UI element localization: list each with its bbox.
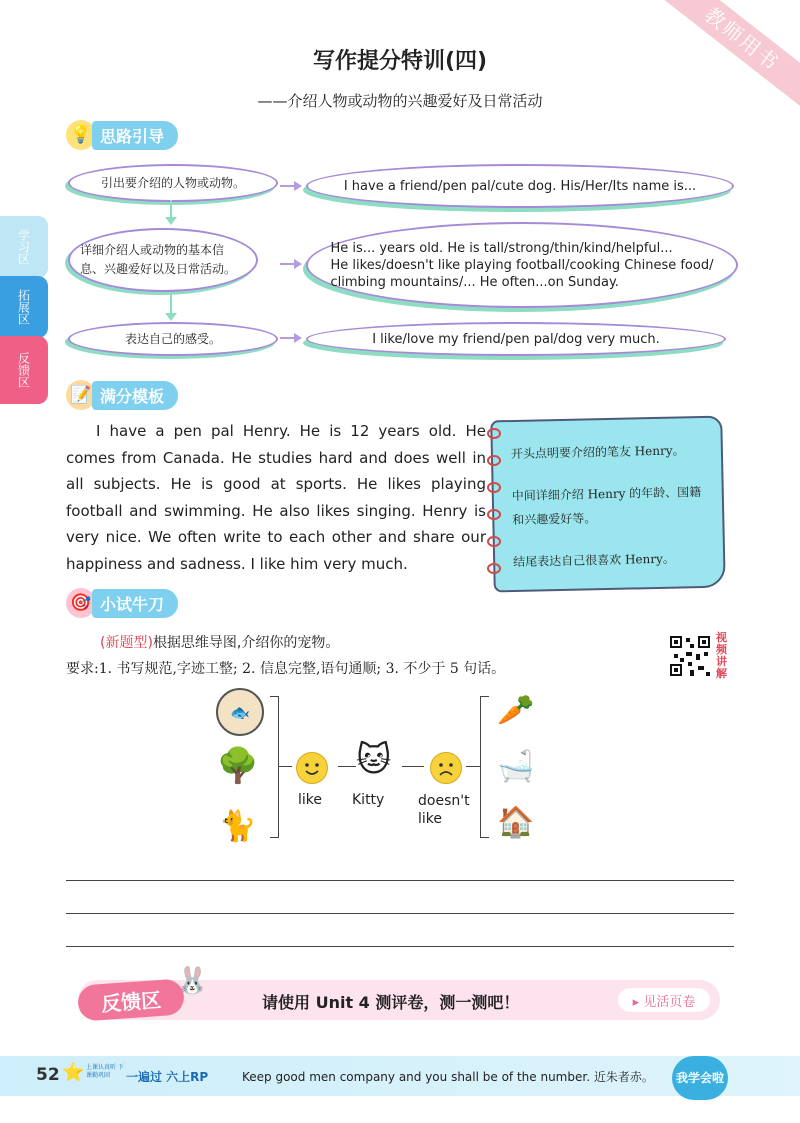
task-tag: (新题型) xyxy=(100,635,153,651)
qr-code-icon[interactable] xyxy=(668,634,712,678)
task-text: 根据思维导图,介绍你的宠物。 xyxy=(152,635,340,651)
guide-step-1-right-text: I have a friend/pen pal/cute dog. His/Her/Its name is... xyxy=(343,178,697,194)
arrow-down-icon xyxy=(170,200,172,220)
dislike-label: doesn't like xyxy=(418,793,470,827)
arrow-down-icon xyxy=(170,294,172,316)
section-guide-label: 思路引导 xyxy=(92,121,178,150)
vegetables-icon: 🥕 xyxy=(497,692,535,728)
arrow-right-icon xyxy=(280,263,298,265)
tab-extension[interactable]: 拓展区 xyxy=(0,276,48,338)
writing-line[interactable] xyxy=(66,946,734,947)
lightbulb-icon: 💡 xyxy=(66,120,96,150)
note-body: 中间详细介绍 Henry 的年龄、国籍和兴趣爱好等。 xyxy=(511,485,702,528)
writing-line[interactable] xyxy=(66,913,734,914)
annotation-note xyxy=(490,416,726,593)
connector-line xyxy=(466,766,480,767)
feedback-title: 反馈区 xyxy=(77,978,185,1021)
arrow-right-icon xyxy=(280,337,298,339)
guide-step-2-left-text: 详细介绍人或动物的基本信息、兴趣爱好以及日常活动。 xyxy=(80,243,237,276)
connector-line xyxy=(402,766,424,767)
bathtub-icon: 🛁 xyxy=(497,748,535,784)
cat-playing-icon: 🐈 xyxy=(219,808,257,844)
guide-step-2-left xyxy=(68,228,258,292)
footer-logo: 我学会啦 xyxy=(672,1056,728,1100)
corner-stamp: 教师用书 xyxy=(645,0,800,120)
page-subtitle: ——介绍人物或动物的兴趣爱好及日常活动 xyxy=(257,92,543,110)
page-number: 52 xyxy=(36,1065,60,1085)
brand-slogan: 上课认真听 下课勤巩固 xyxy=(86,1064,124,1079)
tree-icon: 🌳 xyxy=(216,746,260,786)
target-icon: 🎯 xyxy=(66,588,96,618)
kitty-icon: 🐱 xyxy=(356,740,392,780)
section-practice-header xyxy=(66,588,178,618)
guide-step-1-right xyxy=(306,164,734,208)
notepad-icon: 📝 xyxy=(66,380,96,410)
note-opening: 开头点明要介绍的笔友 Henry。 xyxy=(510,443,685,462)
section-practice-label: 小试牛刀 xyxy=(92,589,178,618)
right-bracket xyxy=(480,696,489,838)
note-ending: 结尾表达自己很喜欢 Henry。 xyxy=(513,551,675,569)
spiral-binding-icon xyxy=(487,428,501,578)
center-label: Kitty xyxy=(352,792,385,808)
model-essay: I have a pen pal Henry. He is 12 years old. He comes from Canada. He studies hard and does well in all subjects. He is good at sports. He likes playing football and swimming. He also likes singing. Henry is very nice. We often write to each other and share our happiness and sadness. I like him very much. xyxy=(66,422,486,573)
qr-label[interactable]: 视频讲解 xyxy=(716,631,727,680)
writing-line[interactable] xyxy=(66,880,734,881)
section-guide-header xyxy=(66,120,178,150)
mascot-icon: 🐰 xyxy=(176,966,209,996)
guide-step-3-left xyxy=(68,322,278,356)
section-template-header xyxy=(66,380,178,410)
guide-step-3-right-text: I like/love my friend/pen pal/dog very much. xyxy=(372,331,660,347)
smiley-face-icon xyxy=(296,752,328,784)
see-worksheet-button[interactable]: ▸ 见活页卷 xyxy=(618,988,710,1012)
guide-step-3-left-text: 表达自己的感受。 xyxy=(124,331,221,346)
footer-proverb: Keep good men company and you shall be of the number. 近朱者赤。 xyxy=(242,1070,654,1084)
tab-feedback[interactable]: 反馈区 xyxy=(0,336,48,404)
feedback-text: 请使用 Unit 4 测评卷，测一测吧！ xyxy=(262,993,520,1012)
guide-step-2-right xyxy=(306,222,738,308)
guide-step-1-left xyxy=(68,164,278,202)
left-bracket xyxy=(270,696,279,838)
section-template-label: 满分模板 xyxy=(92,381,178,410)
connector-line xyxy=(338,766,356,767)
brand-name: 一遍过 六上RP xyxy=(126,1070,209,1084)
task-requirement: 要求:1. 书写规范,字迹工整; 2. 信息完整,语句通顺; 3. 不少于 5 句话。 xyxy=(66,661,506,677)
guide-step-1-left-text: 引出要介绍的人物或动物。 xyxy=(100,175,245,190)
guide-step-3-right xyxy=(306,322,726,356)
sad-face-icon xyxy=(430,752,462,784)
star-mascot-icon: ⭐ xyxy=(62,1062,85,1083)
doghouse-icon: 🏠 xyxy=(497,804,535,840)
fish-icon: 🐟 xyxy=(216,688,264,736)
guide-step-2-right-text: He is... years old. He is tall/strong/thin/kind/helpful... He likes/doesn't like playing football/cooking Chinese food/ climbing mountains/... He often...on Sunday. xyxy=(330,240,714,290)
like-label: like xyxy=(298,792,323,808)
task-instruction xyxy=(100,632,339,652)
connector-line xyxy=(278,766,292,767)
page-title: 写作提分特训(四) xyxy=(312,49,488,74)
arrow-right-icon xyxy=(280,185,298,187)
tab-learning[interactable]: 学习区 xyxy=(0,216,48,278)
